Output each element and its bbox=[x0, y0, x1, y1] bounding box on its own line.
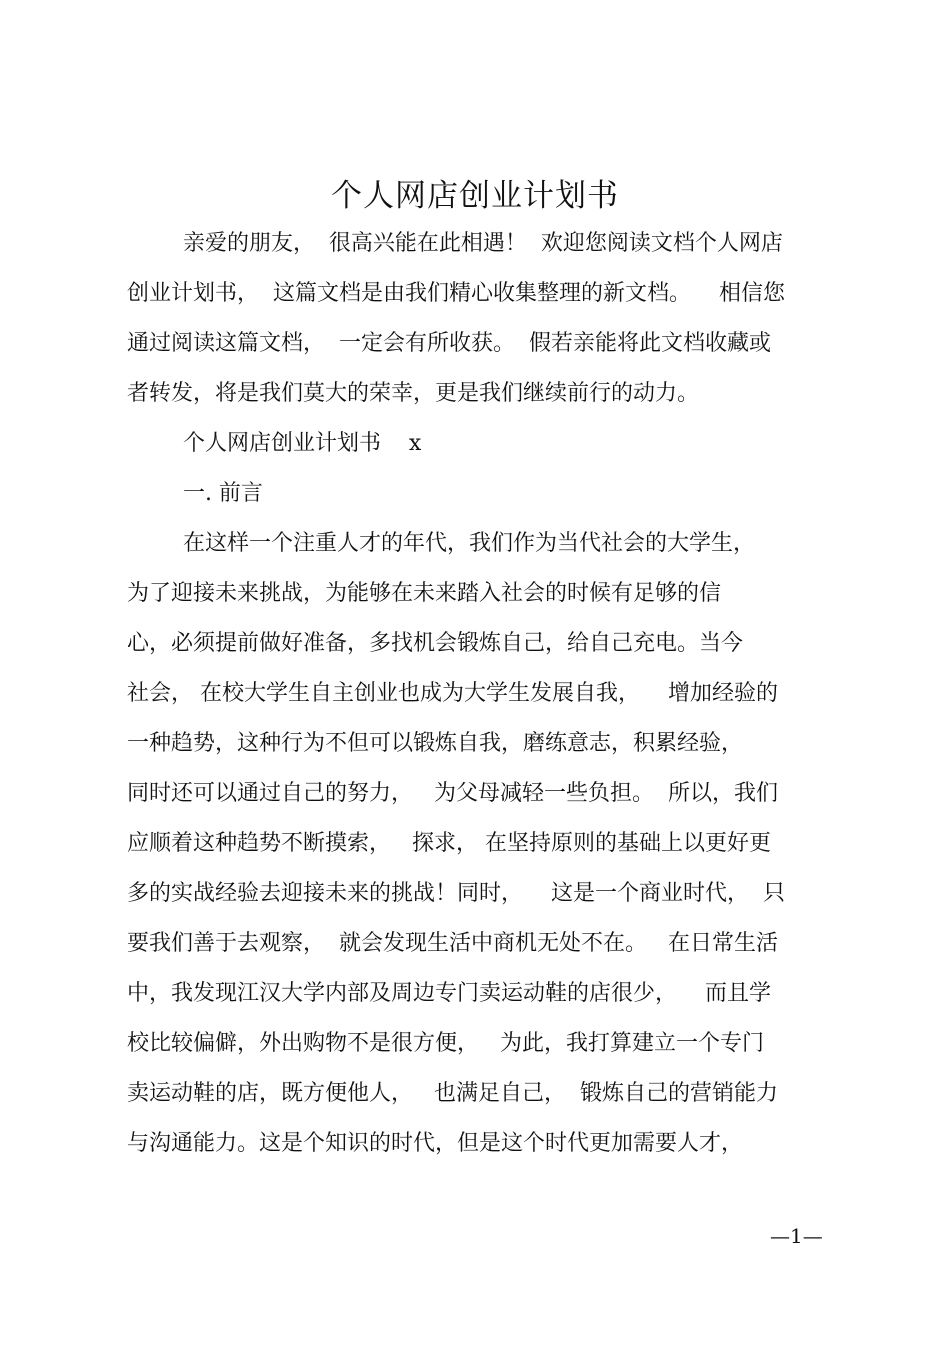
page-number: —1— bbox=[770, 1224, 823, 1248]
body-line: 亲爱的朋友， 很高兴能在此相遇！ 欢迎您阅读文档个人网店 bbox=[127, 231, 783, 256]
body-line: 要我们善于去观察， 就会发现生活中商机无处不在。 在日常生活 bbox=[127, 931, 778, 956]
body-line: 创业计划书， 这篇文档是由我们精心收集整理的新文档。 相信您 bbox=[127, 281, 785, 306]
page-title: 个人网店创业计划书 bbox=[331, 178, 619, 214]
body-line: 通过阅读这篇文档， 一定会有所收获。 假若亲能将此文档收藏或 bbox=[127, 331, 771, 356]
body-line: 卖运动鞋的店，既方便他人， 也满足自己， 锻炼自己的营销能力 bbox=[127, 1081, 778, 1106]
body-line: 一种趋势，这种行为不但可以锻炼自我，磨练意志，积累经验， bbox=[127, 731, 744, 756]
body-line: 校比较偏僻，外出购物不是很方便， 为此，我打算建立一个专门 bbox=[127, 1031, 764, 1056]
section-heading-preface: 一. 前言 bbox=[127, 481, 263, 506]
section-heading-line: 个人网店创业计划书 x bbox=[127, 431, 422, 456]
body-line: 应顺着这种趋势不断摸索， 探求， 在坚持原则的基础上以更好更 bbox=[127, 831, 771, 856]
body-line: 多的实战经验去迎接未来的挑战！同时， 这是一个商业时代， 只 bbox=[127, 881, 785, 906]
body-line: 在这样一个注重人才的年代，我们作为当代社会的大学生， bbox=[127, 531, 755, 556]
body-line: 为了迎接未来挑战，为能够在未来踏入社会的时候有足够的信 bbox=[127, 581, 722, 606]
body-line: 社会， 在校大学生自主创业也成为大学生发展自我， 增加经验的 bbox=[127, 681, 778, 706]
body-line: 心，必须提前做好准备，多找机会锻炼自己，给自己充电。当今 bbox=[127, 631, 744, 656]
body-line: 同时还可以通过自己的努力， 为父母减轻一些负担。 所以，我们 bbox=[127, 781, 778, 806]
body-line: 与沟通能力。这是个知识的时代，但是这个时代更加需要人才， bbox=[127, 1131, 744, 1156]
body-line: 中，我发现江汉大学内部及周边专门卖运动鞋的店很少， 而且学 bbox=[127, 981, 771, 1006]
body-line: 者转发，将是我们莫大的荣幸，更是我们继续前行的动力。 bbox=[127, 381, 700, 406]
